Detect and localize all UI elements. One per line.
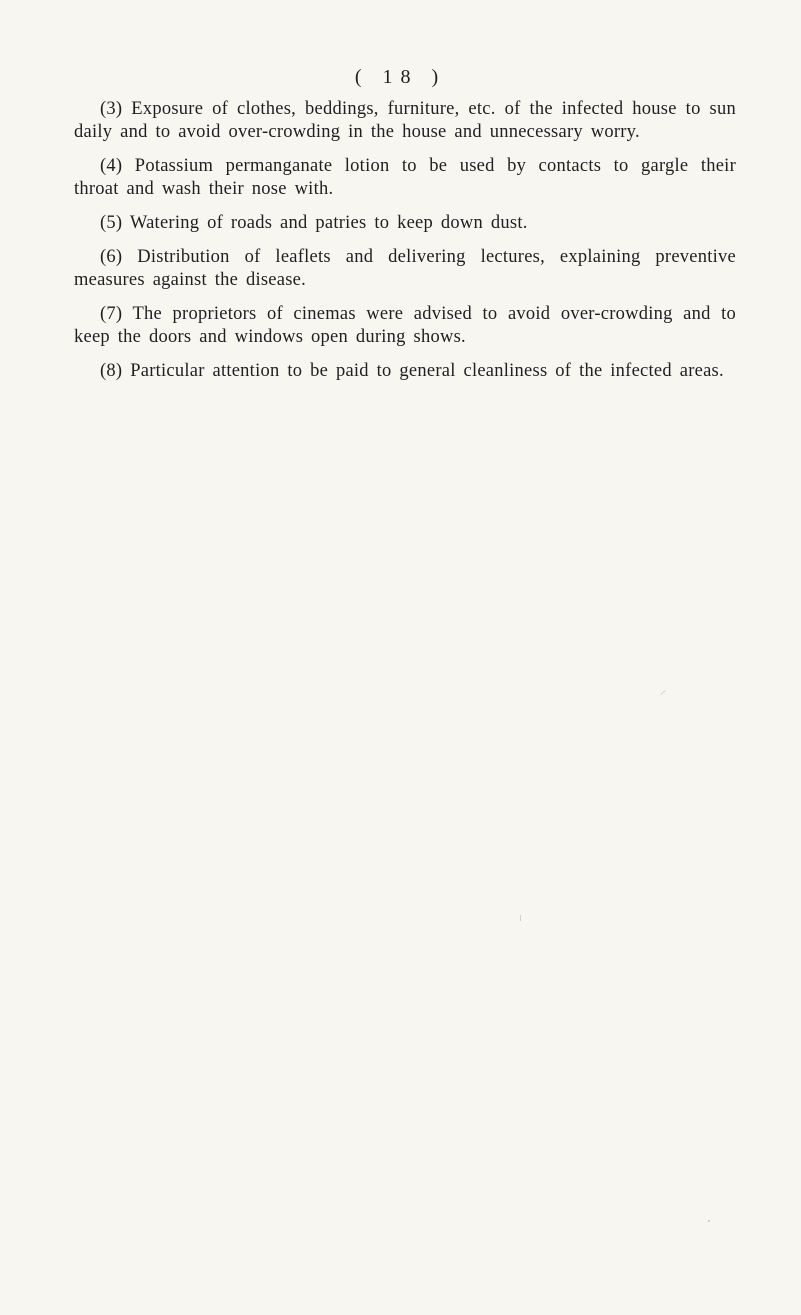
measures-list: [74, 98, 736, 394]
paper-speck: [520, 915, 521, 921]
measure-item-7: (7) The proprietors of cinemas were advised to avoid over-crowding and to keep the doors and windows open during shows.: [74, 304, 736, 347]
measure-item-3: (3) Exposure of clothes, beddings, furniture, etc. of the infected house to sun daily and to avoid over-crowding in the house and unnecessary worry.: [74, 99, 736, 142]
measure-item-4: (4) Potassium permanganate lotion to be used by contacts to gargle their throat and wash their nose with.: [74, 156, 736, 199]
paper-speck: [660, 690, 665, 695]
page-number: ( 18 ): [354, 66, 447, 88]
measure-item-8: (8) Particular attention to be paid to general cleanliness of the infected areas.: [100, 361, 724, 381]
measure-item-6: (6) Distribution of leaflets and delivering lectures, explaining preventive measures against the disease.: [74, 247, 736, 290]
measure-item-5: (5) Watering of roads and patries to keep down dust.: [100, 213, 528, 233]
paper-speck: [708, 1220, 710, 1222]
